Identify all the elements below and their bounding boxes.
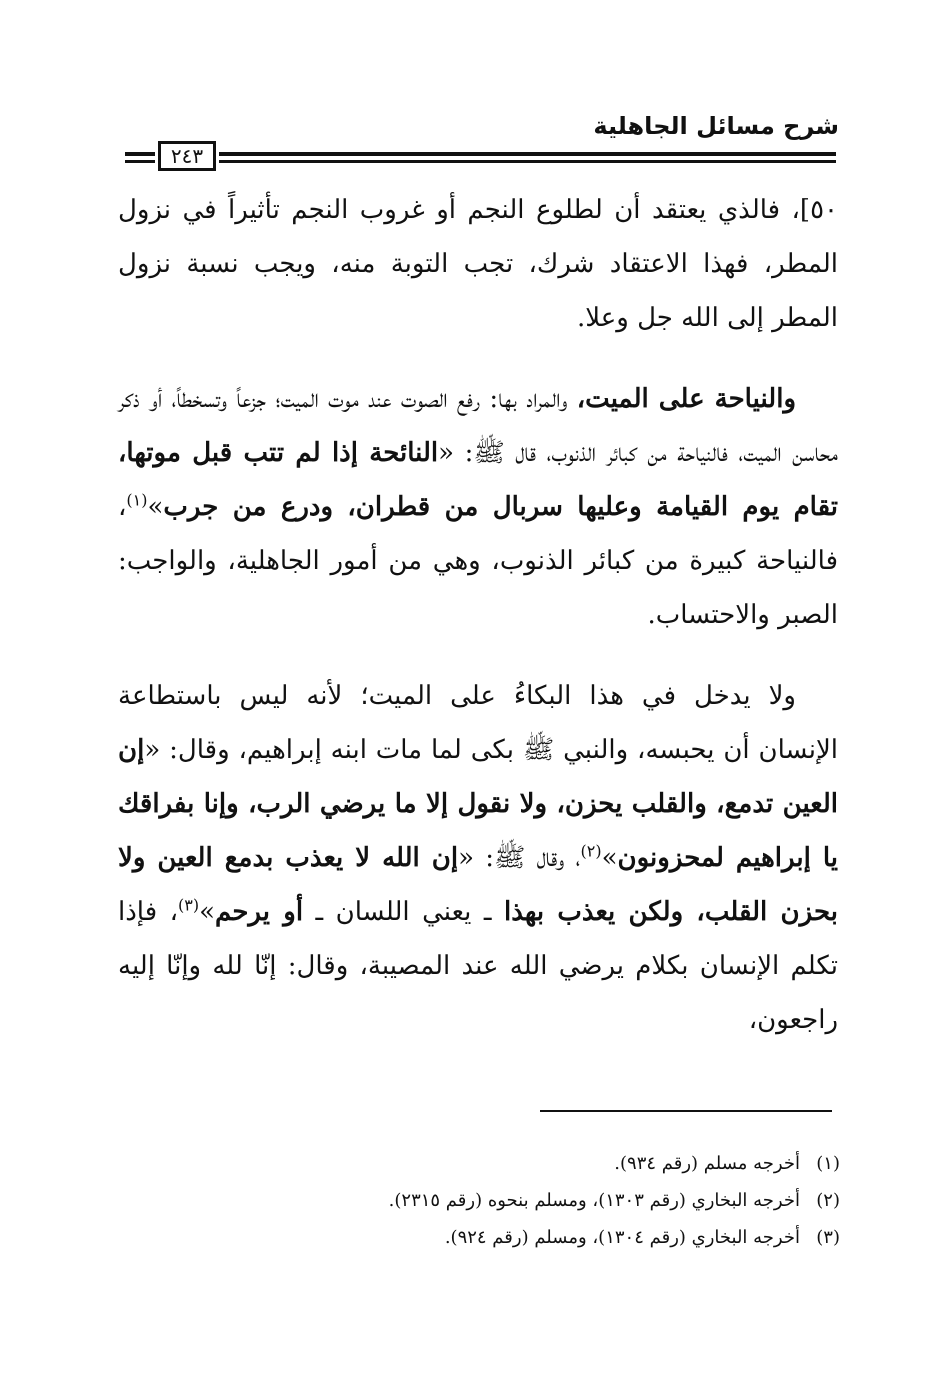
bold-quote: النائحة إذا لم تتب قبل موتها، تقام يوم القيامة وعليها سربال من قطران، ودرع من جرب [118,438,838,522]
footnote-number: (٢) [816,1190,840,1211]
running-title: شرح مسائل الجاهلية [593,112,839,140]
footnote-ref: (١) [126,490,148,510]
bold-quote: إن الله لا يعذب بدمع العين ولا بحزن القلب، ولكن يعذب بهذا [118,843,838,927]
footnote-text: أخرجه البخاري (رقم ١٣٠٤)، ومسلم (رقم ٩٢٤). [444,1227,800,1248]
footnote-number: (٣) [816,1227,840,1248]
header-rule-left [125,152,155,163]
footnote [118,1145,840,1182]
paragraph [118,183,838,345]
bold-quote: إن العين تدمع، والقلب يحزن، ولا نقول إلا ما يرضي الرب، وإنا بفراقك يا إبراهيم لمحزونون [118,735,838,873]
text-run: » [147,492,164,522]
footnote-text: أخرجه مسلم (رقم ٩٣٤). [614,1153,800,1174]
header-rule-right [219,152,836,163]
text-run: ـ يعني اللسان ـ [303,897,504,927]
footnote-text: أخرجه البخاري (رقم ١٣٠٣)، ومسلم بنحوه (رقم ٢٣١٥). [388,1190,800,1211]
text-run: ٥٠]، فالذي يعتقد أن لطلوع النجم أو غروب النجم تأثيراً في نزول المطر، فهذا الاعتقاد شرك، تجب التوبة منه، ويجب نسبة نزول المطر إلى الله جل وعلا. [118,195,838,333]
text-run: والمراد بها: رفع الصوت عند موت الميت؛ جزعاً وتسخطاً، أو ذكر محاسن الميت، فالنياحة من كبائر الذنوب، قال ﷺ: « [118,384,838,468]
paragraph [118,669,838,1047]
paragraph [118,372,838,642]
page-number: ٢٤٣ [158,141,216,171]
body-text [118,183,838,1047]
text-run: ، فالنياحة كبيرة من كبائر الذنوب، وهي من أمور الجاهلية، والواجب: الصبر والاحتساب. [118,492,838,630]
footnote [118,1219,840,1256]
bold-quote: والنياحة على الميت، [576,384,796,414]
text-run: » [199,897,216,927]
text-run: ، فإذا تكلم الإنسان بكلام يرضي الله عند المصيبة، وقال: إنّا لله وإنّا إليه راجعون، [118,897,838,1035]
footnote-separator [540,1110,832,1112]
footnotes [118,1145,840,1256]
footnote-number: (١) [816,1153,840,1174]
text-run: ، وقال ﷺ: « [458,843,581,873]
footnote [118,1182,840,1219]
text-run: » [601,843,618,873]
text-run: ولا يدخل في هذا البكاءُ على الميت؛ لأنه ليس باستطاعة الإنسان أن يحبسه، والنبي ﷺ بكى لما مات ابنه إبراهيم، وقال: « [118,681,838,765]
bold-quote: أو يرحم [215,897,304,927]
footnote-ref: (٣) [178,895,200,915]
footnote-ref: (٢) [580,841,602,861]
